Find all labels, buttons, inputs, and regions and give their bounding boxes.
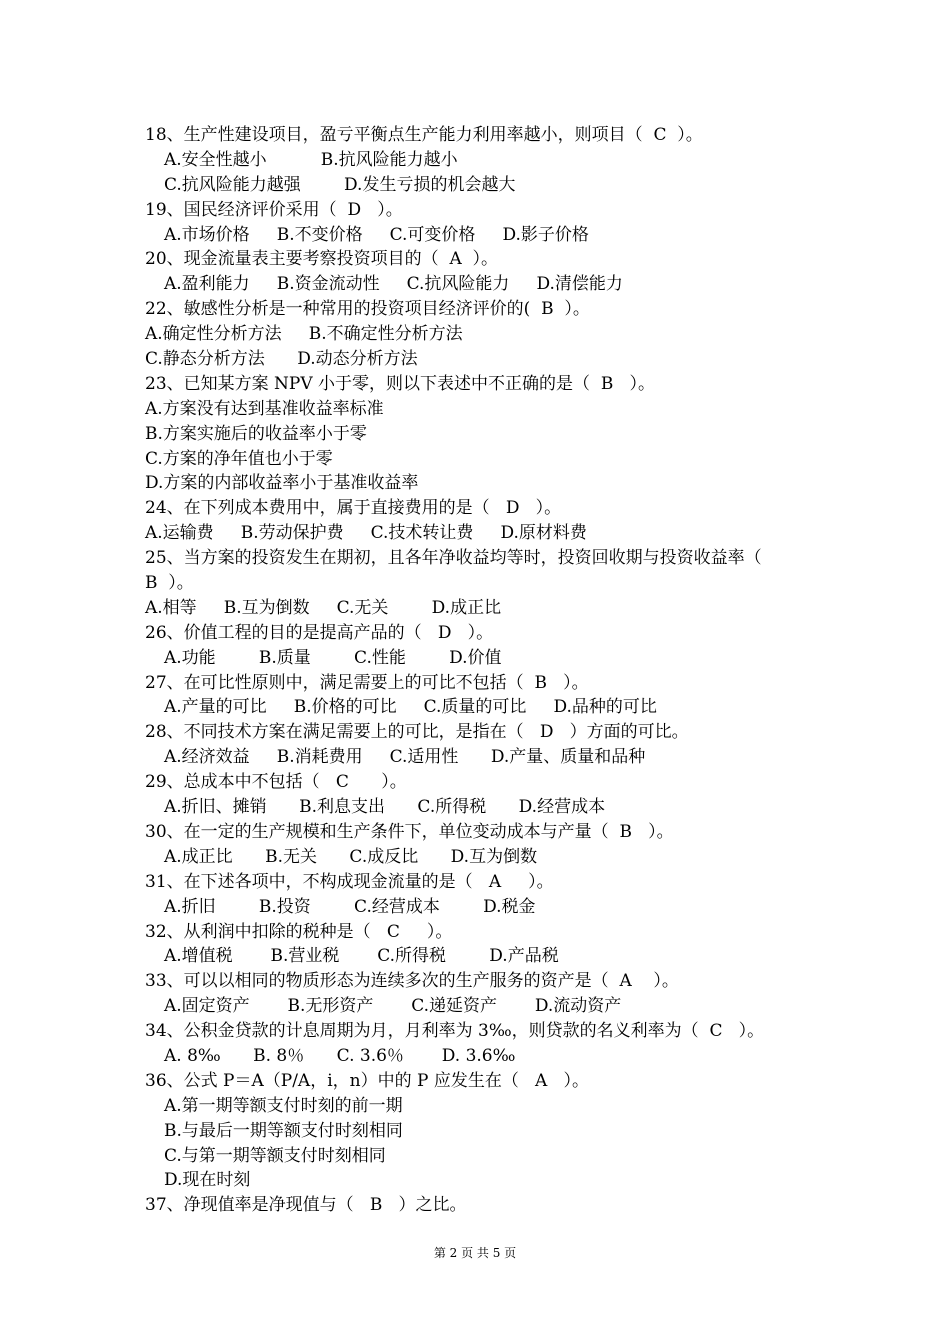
question-line: D.方案的内部收益率小于基准收益率 bbox=[145, 473, 419, 494]
option-line: A.经济效益 B.消耗费用 C.适用性 D.产量、质量和品种 bbox=[164, 747, 646, 768]
question-line: 22、敏感性分析是一种常用的投资项目经济评价的( B ）。 bbox=[145, 299, 590, 320]
question-line: 31、在下述各项中，不构成现金流量的是（ A ）。 bbox=[145, 871, 554, 892]
option-line: A.固定资产 B.无形资产 C.递延资产 D.流动资产 bbox=[164, 996, 622, 1017]
option-line: D.现在时刻 bbox=[164, 1170, 251, 1191]
question-line: C.静态分析方法 D.动态分析方法 bbox=[145, 349, 418, 370]
question-line: A.确定性分析方法 B.不确定性分析方法 bbox=[145, 324, 463, 345]
question-line: 34、公积金贷款的计息周期为月，月利率为 3‰，则贷款的名义利率为（ C ）。 bbox=[145, 1021, 765, 1042]
question-line: 25、当方案的投资发生在期初，且各年净收益均等时，投资回收期与投资收益率（ bbox=[145, 548, 762, 569]
option-line: A.盈利能力 B.资金流动性 C.抗风险能力 D.清偿能力 bbox=[164, 274, 623, 295]
option-line: A.安全性越小 B.抗风险能力越小 bbox=[164, 149, 458, 170]
option-line: A.成正比 B.无关 C.成反比 D.互为倒数 bbox=[164, 846, 538, 867]
question-line: 27、在可比性原则中，满足需要上的可比不包括（ B ）。 bbox=[145, 672, 589, 693]
question-line: C.方案的净年值也小于零 bbox=[145, 448, 333, 469]
question-line: 33、可以以相同的物质形态为连续多次的生产服务的资产是（ A ）。 bbox=[145, 971, 679, 992]
question-line: 36、公式 P＝A（P/A，i，n）中的 P 应发生在（ A ）。 bbox=[145, 1070, 590, 1091]
question-line: A.运输费 B.劳动保护费 C.技术转让费 D.原材料费 bbox=[145, 523, 587, 544]
question-line: 24、在下列成本费用中，属于直接费用的是（ D ）。 bbox=[145, 498, 562, 519]
question-line: 28、不同技术方案在满足需要上的可比，是指在（ D ）方面的可比。 bbox=[145, 722, 689, 743]
question-list bbox=[145, 123, 825, 1218]
option-line: A.增值税 B.营业税 C.所得税 D.产品税 bbox=[164, 946, 559, 967]
question-line: 30、在一定的生产规模和生产条件下，单位变动成本与产量（ B ）。 bbox=[145, 821, 674, 842]
question-line: 19、国民经济评价采用（ D ）。 bbox=[145, 199, 403, 220]
option-line: A.功能 B.质量 C.性能 D.价值 bbox=[164, 647, 502, 668]
question-line: 23、已知某方案 NPV 小于零，则以下表述中不正确的是（ B ）。 bbox=[145, 373, 656, 394]
option-line: C.与第一期等额支付时刻相同 bbox=[164, 1145, 386, 1166]
option-line: A.折旧 B.投资 C.经营成本 D.税金 bbox=[164, 896, 536, 917]
question-line: 26、价值工程的目的是提高产品的（ D ）。 bbox=[145, 622, 494, 643]
question-line: 18、生产性建设项目，盈亏平衡点生产能力利用率越小，则项目（ C ）。 bbox=[145, 125, 703, 145]
question-line: B ）。 bbox=[145, 573, 194, 594]
question-line: 32、从利润中扣除的税种是（ C ）。 bbox=[145, 921, 453, 942]
question-line: A.相等 B.互为倒数 C.无关 D.成正比 bbox=[145, 597, 502, 618]
page-footer: 第 2 页 共 5 页 bbox=[433, 1246, 517, 1260]
question-line: 20、现金流量表主要考察投资项目的（ A ）。 bbox=[145, 249, 499, 270]
option-line: B.与最后一期等额支付时刻相同 bbox=[164, 1120, 403, 1141]
option-line: A. 8‰ B. 8％ C. 3.6％ D. 3.6‰ bbox=[164, 1045, 516, 1066]
question-line: 37、净现值率是净现值与（ B ）之比。 bbox=[145, 1195, 467, 1216]
option-line: C.抗风险能力越强 D.发生亏损的机会越大 bbox=[164, 174, 516, 195]
option-line: A.折旧、摊销 B.利息支出 C.所得税 D.经营成本 bbox=[164, 797, 606, 818]
option-line: A.市场价格 B.不变价格 C.可变价格 D.影子价格 bbox=[164, 224, 589, 245]
question-line: B.方案实施后的收益率小于零 bbox=[145, 423, 367, 444]
question-line: 29、总成本中不包括（ C ）。 bbox=[145, 772, 407, 793]
option-line: A.第一期等额支付时刻的前一期 bbox=[164, 1095, 403, 1116]
option-line: A.产量的可比 B.价格的可比 C.质量的可比 D.品种的可比 bbox=[164, 697, 657, 718]
question-line: A.方案没有达到基准收益率标准 bbox=[145, 398, 384, 419]
